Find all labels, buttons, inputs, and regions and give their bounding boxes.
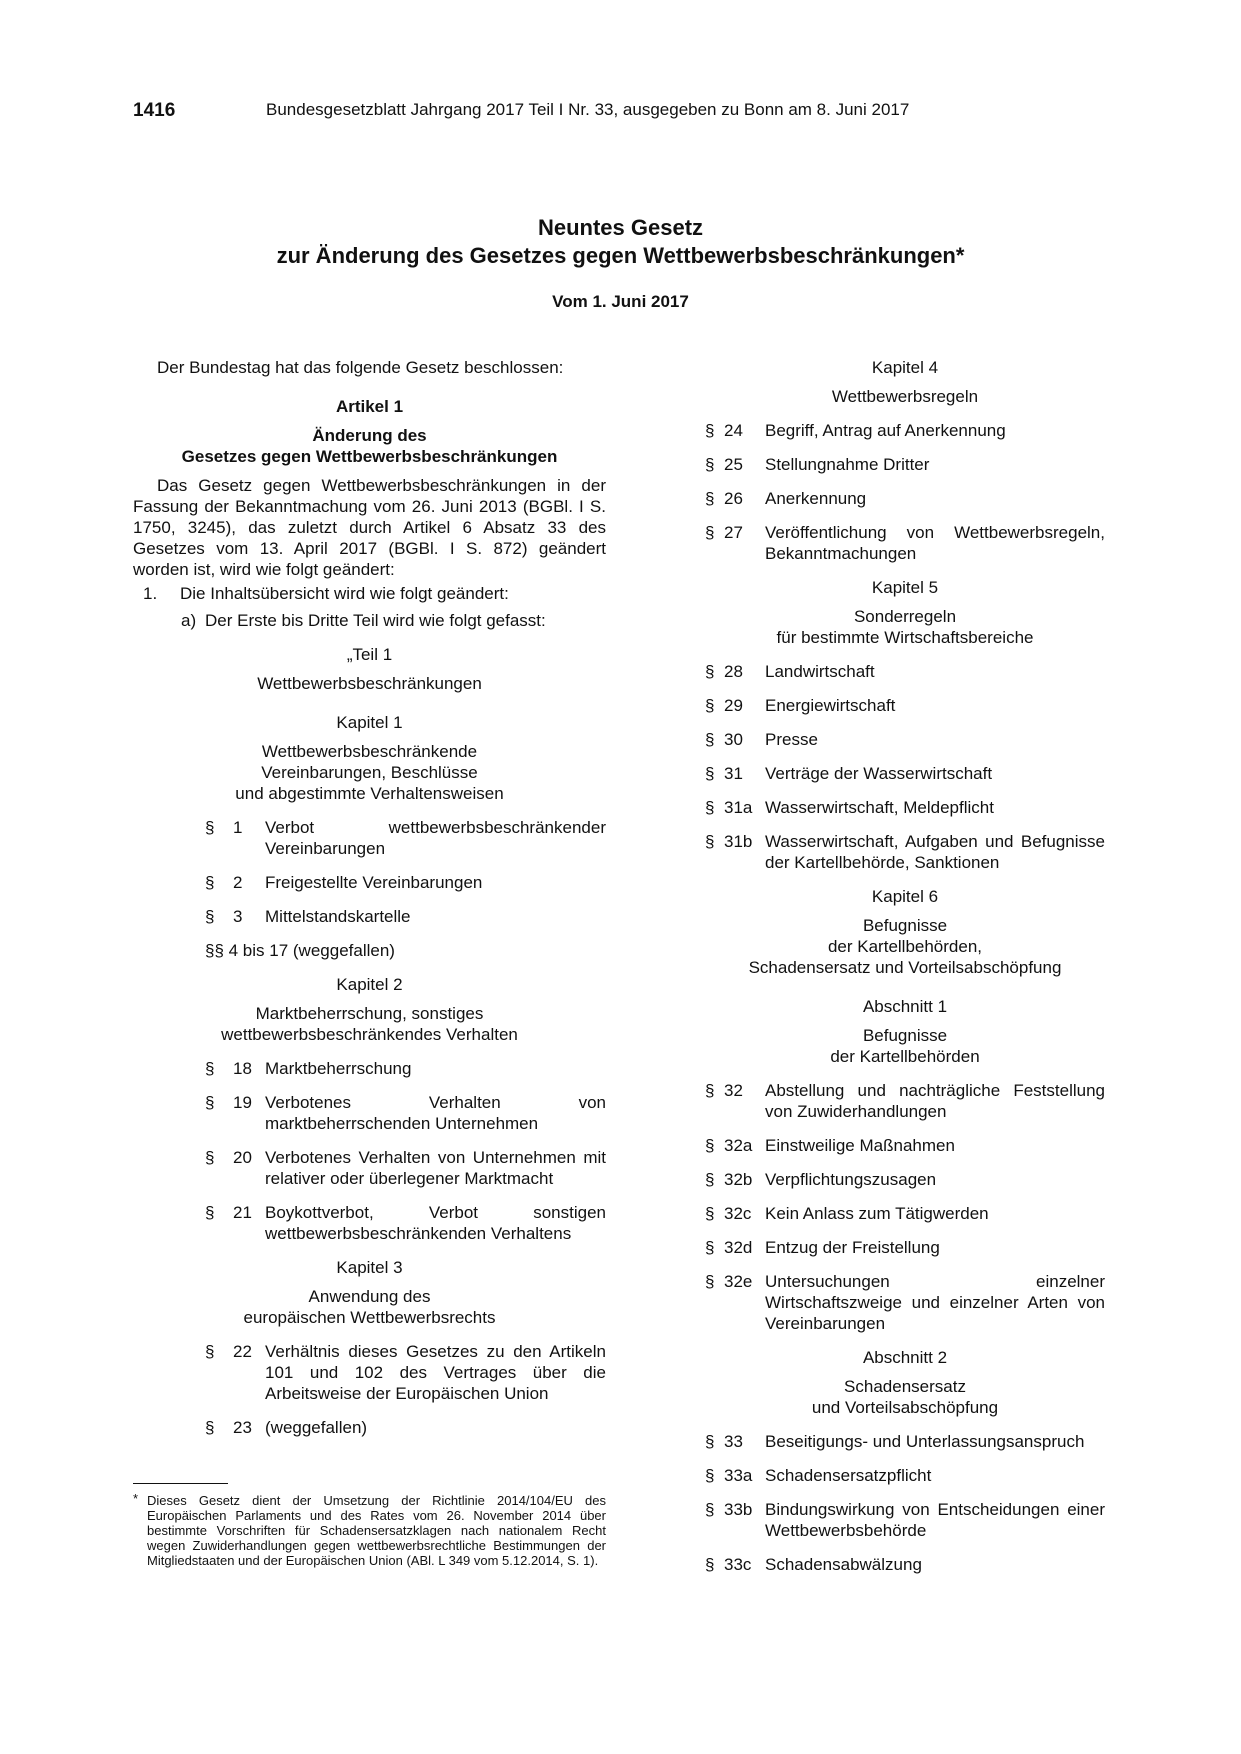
section-number: 32 (724, 1081, 743, 1100)
toc-entry (705, 454, 1105, 475)
section-number: 22 (233, 1342, 252, 1361)
section-number: 27 (724, 523, 743, 542)
section-title: Boykottverbot, Verbot sonstigen wettbewerbsbeschränkenden Verhaltens (265, 1203, 606, 1243)
section-number: 32b (724, 1170, 753, 1189)
toc-entry (205, 1417, 606, 1438)
section-number: 24 (724, 421, 743, 440)
section-sign: § (205, 907, 215, 926)
teil-title: Wettbewerbsbeschränkungen (257, 674, 482, 693)
section-title: Freigestellte Vereinbarungen (265, 873, 483, 892)
section-title: Marktbeherrschung (265, 1059, 412, 1078)
toc-entry (705, 1271, 1105, 1334)
section-sign: § (705, 1170, 715, 1189)
section-title: Anerkennung (765, 489, 867, 508)
toc-entry-range: §§ 4 bis 17 (weggefallen) (205, 941, 395, 960)
section-sign: § (205, 873, 215, 892)
kapitel-title-line: der Kartellbehörden, (827, 937, 983, 956)
artikel-subtitle-line-1: Änderung des (312, 426, 427, 445)
section-number: 32e (724, 1272, 753, 1291)
section-sign: § (705, 1500, 715, 1519)
section-number: 29 (724, 696, 743, 715)
section-number: 3 (233, 907, 243, 926)
kapitel-title-line: Schadensersatz und Vorteilsabschöpfung (748, 958, 1062, 977)
section-number: 25 (724, 455, 743, 474)
kapitel-heading: Kapitel 6 (871, 887, 939, 906)
abschnitt-title-line: Befugnisse (862, 1026, 948, 1045)
kapitel-heading: Kapitel 3 (336, 1258, 403, 1277)
artikel-heading: Artikel 1 (335, 397, 404, 416)
section-title: Verbotenes Verhalten von Unternehmen mit relativer oder überlegener Marktmacht (265, 1148, 606, 1188)
running-header: Bundesgesetzblatt Jahrgang 2017 Teil I Nr. 33, ausgegeben zu Bonn am 8. Juni 2017 (266, 100, 910, 119)
kapitel-title-line: Anwendung des (308, 1287, 431, 1306)
section-sign: § (705, 523, 715, 542)
section-sign: § (205, 1203, 215, 1222)
section-title: Verbot wettbewerbsbeschränkender Vereinbarungen (265, 818, 606, 858)
sub-list-item-text: Der Erste bis Dritte Teil wird wie folgt gefasst: (205, 611, 546, 630)
section-number: 19 (233, 1093, 252, 1112)
section-sign: § (705, 455, 715, 474)
sub-list-item-letter: a) (181, 611, 197, 630)
kapitel-title-line: für bestimmte Wirtschaftsbereiche (776, 628, 1034, 647)
kapitel-title-line: und abgestimmte Verhaltensweisen (235, 784, 504, 803)
section-title: Beseitigungs- und Unterlassungsanspruch (765, 1432, 1085, 1451)
kapitel-title-line: Wettbewerbsregeln (831, 387, 979, 406)
section-title: (weggefallen) (265, 1418, 368, 1437)
law-title-line-2: zur Änderung des Gesetzes gegen Wettbewerbsbeschränkungen* (276, 243, 965, 268)
section-number: 32d (724, 1238, 753, 1257)
amendment-paragraph: Das Gesetz gegen Wettbewerbsbeschränkungen in der Fassung der Bekanntmachung vom 26. Juni 2013 (BGBl. I S. 1750, 3245), das zuletzt durch Artikel 6 Absatz 33 des Gesetzes vom 13. April 2017 (BGBl. I S. 872) geändert worden ist, wird wie folgt geändert: (133, 476, 606, 579)
toc-entry (705, 1465, 1105, 1486)
section-number: 31a (724, 798, 753, 817)
section-sign: § (705, 662, 715, 681)
section-number: 26 (724, 489, 743, 508)
footnote-mark: * (133, 1491, 139, 1506)
section-number: 31b (724, 832, 753, 851)
section-sign: § (705, 730, 715, 749)
footnote-divider (133, 1483, 228, 1484)
section-title: Einstweilige Maßnahmen (765, 1136, 955, 1155)
right-column (705, 357, 1105, 1588)
section-sign: § (205, 1418, 215, 1437)
section-number: 23 (233, 1418, 252, 1437)
section-title: Veröffentlichung von Wettbewerbsregeln, Bekanntmachungen (765, 523, 1105, 563)
section-title: Wasserwirtschaft, Aufgaben und Befugnisse der Kartellbehörde, Sanktionen (765, 832, 1105, 872)
list-item (133, 583, 606, 604)
section-sign: § (705, 421, 715, 440)
section-number: 30 (724, 730, 743, 749)
section-sign: § (705, 1238, 715, 1257)
section-title: Verträge der Wasserwirtschaft (765, 764, 993, 783)
abschnitt-title-line: und Vorteilsabschöpfung (811, 1398, 999, 1417)
kapitel-heading: Kapitel 5 (871, 578, 939, 597)
section-title: Schadensabwälzung (765, 1555, 922, 1574)
toc-entry (705, 1203, 1105, 1224)
section-sign: § (205, 1093, 215, 1112)
toc-entry (205, 1058, 606, 1079)
list-item-number: 1. (143, 584, 158, 603)
toc-entry (705, 1431, 1105, 1452)
toc-entry (705, 420, 1105, 441)
toc-entry (705, 661, 1105, 682)
section-sign: § (705, 1466, 715, 1485)
toc-entry (705, 1499, 1105, 1541)
toc-entry (205, 872, 606, 893)
kapitel-title-line: Marktbeherrschung, sonstiges (255, 1004, 484, 1023)
toc-entry (705, 729, 1105, 750)
toc-entry (705, 1554, 1105, 1575)
page-number: 1416 (133, 100, 176, 121)
section-title: Schadensersatzpflicht (765, 1466, 932, 1485)
kapitel-title-line: Wettbewerbsbeschränkende (261, 742, 478, 761)
toc-entry (705, 1237, 1105, 1258)
section-number: 20 (233, 1148, 252, 1167)
section-title: Wasserwirtschaft, Meldepflicht (765, 798, 994, 817)
sub-list-item (133, 610, 606, 631)
kapitel-heading: Kapitel 2 (336, 975, 403, 994)
section-title: Verpflichtungszusagen (765, 1170, 937, 1189)
section-title: Landwirtschaft (765, 662, 875, 681)
section-title: Energiewirtschaft (765, 696, 896, 715)
section-sign: § (705, 1555, 715, 1574)
abschnitt-heading: Abschnitt 2 (862, 1348, 948, 1367)
section-number: 33a (724, 1466, 753, 1485)
section-number: 33b (724, 1500, 753, 1519)
toc-entry (205, 1092, 606, 1134)
section-sign: § (205, 1148, 215, 1167)
section-title: Bindungswirkung von Entscheidungen einer Wettbewerbsbehörde (765, 1500, 1105, 1540)
toc-entry (705, 1169, 1105, 1190)
section-number: 31 (724, 764, 743, 783)
section-title: Entzug der Freistellung (765, 1238, 940, 1257)
toc-entry (705, 488, 1105, 509)
section-title: Stellungnahme Dritter (765, 455, 930, 474)
section-sign: § (705, 1136, 715, 1155)
kapitel-title-line: wettbewerbsbeschränkendes Verhalten (221, 1025, 518, 1044)
toc-entry (705, 763, 1105, 784)
section-sign: § (705, 1081, 715, 1100)
toc-entry (705, 522, 1105, 564)
section-sign: § (705, 832, 715, 851)
abschnitt-heading: Abschnitt 1 (862, 997, 948, 1016)
law-date: Vom 1. Juni 2017 (552, 292, 689, 311)
toc-entry (705, 1080, 1105, 1122)
section-sign: § (705, 1432, 715, 1451)
left-column (133, 357, 606, 1451)
kapitel-heading: Kapitel 1 (336, 713, 403, 732)
artikel-subtitle-line-2: Gesetzes gegen Wettbewerbsbeschränkungen (181, 447, 558, 466)
section-number: 32a (724, 1136, 753, 1155)
kapitel-title-line: Sonderregeln (853, 607, 957, 626)
section-title: Untersuchungen einzelner Wirtschaftszweige und einzelner Arten von Vereinbarungen (765, 1272, 1105, 1333)
toc-entry (205, 1202, 606, 1244)
kapitel-heading: Kapitel 4 (871, 358, 939, 377)
section-number: 18 (233, 1059, 252, 1078)
abschnitt-title-line: Schadensersatz (844, 1377, 966, 1396)
section-title: Begriff, Antrag auf Anerkennung (765, 421, 1006, 440)
section-number: 33 (724, 1432, 743, 1451)
kapitel-title-line: Befugnisse (862, 916, 948, 935)
abschnitt-title-line: der Kartellbehörden (830, 1047, 980, 1066)
list-item-text: Die Inhaltsübersicht wird wie folgt geändert: (180, 584, 509, 603)
section-number: 33c (724, 1555, 752, 1574)
toc-entry (705, 831, 1105, 873)
section-sign: § (705, 1204, 715, 1223)
toc-entry (205, 817, 606, 859)
enactment-clause: Der Bundestag hat das folgende Gesetz beschlossen: (157, 358, 564, 377)
section-title: Verbotenes Verhalten von marktbeherrschenden Unternehmen (265, 1093, 606, 1133)
section-sign: § (205, 1059, 215, 1078)
teil-heading: „Teil 1 (346, 645, 393, 664)
section-title: Kein Anlass zum Tätigwerden (765, 1204, 989, 1223)
section-sign: § (205, 818, 215, 837)
section-sign: § (705, 764, 715, 783)
footnote-text: Dieses Gesetz dient der Umsetzung der Richtlinie 2014/104/EU des Europäischen Parlaments und des Rates vom 26. November 2014 über bestimmte Vorschriften für Schadensersatzklagen nach nationalem Recht wegen Zuwiderhandlungen gegen wettbewerbsrechtliche Bestimmungen der Mitgliedstaaten und der Europäischen Union (ABl. L 349 vom 5.12.2014, S. 1). (147, 1493, 606, 1568)
toc-entry (705, 1135, 1105, 1156)
section-title: Mittelstandskartelle (265, 907, 411, 926)
section-sign: § (705, 696, 715, 715)
section-number: 1 (233, 818, 243, 837)
section-number: 2 (233, 873, 243, 892)
section-title: Abstellung und nachträgliche Feststellung von Zuwiderhandlungen (765, 1081, 1105, 1121)
section-sign: § (705, 798, 715, 817)
law-title-line-1: Neuntes Gesetz (537, 215, 704, 240)
section-sign: § (205, 1342, 215, 1361)
kapitel-title-line: europäischen Wettbewerbsrechts (243, 1308, 496, 1327)
toc-entry (705, 797, 1105, 818)
section-number: 21 (233, 1203, 252, 1222)
section-sign: § (705, 1272, 715, 1291)
section-title: Presse (765, 730, 818, 749)
toc-entry (205, 1341, 606, 1404)
toc-entry (205, 906, 606, 927)
footnote (133, 1493, 606, 1568)
section-number: 32c (724, 1204, 752, 1223)
section-sign: § (705, 489, 715, 508)
section-title: Verhältnis dieses Gesetzes zu den Artikeln 101 und 102 des Vertrages über die Arbeitsweise der Europäischen Union (265, 1342, 606, 1403)
kapitel-title-line: Vereinbarungen, Beschlüsse (261, 763, 478, 782)
section-number: 28 (724, 662, 743, 681)
toc-entry (205, 1147, 606, 1189)
toc-entry (705, 695, 1105, 716)
